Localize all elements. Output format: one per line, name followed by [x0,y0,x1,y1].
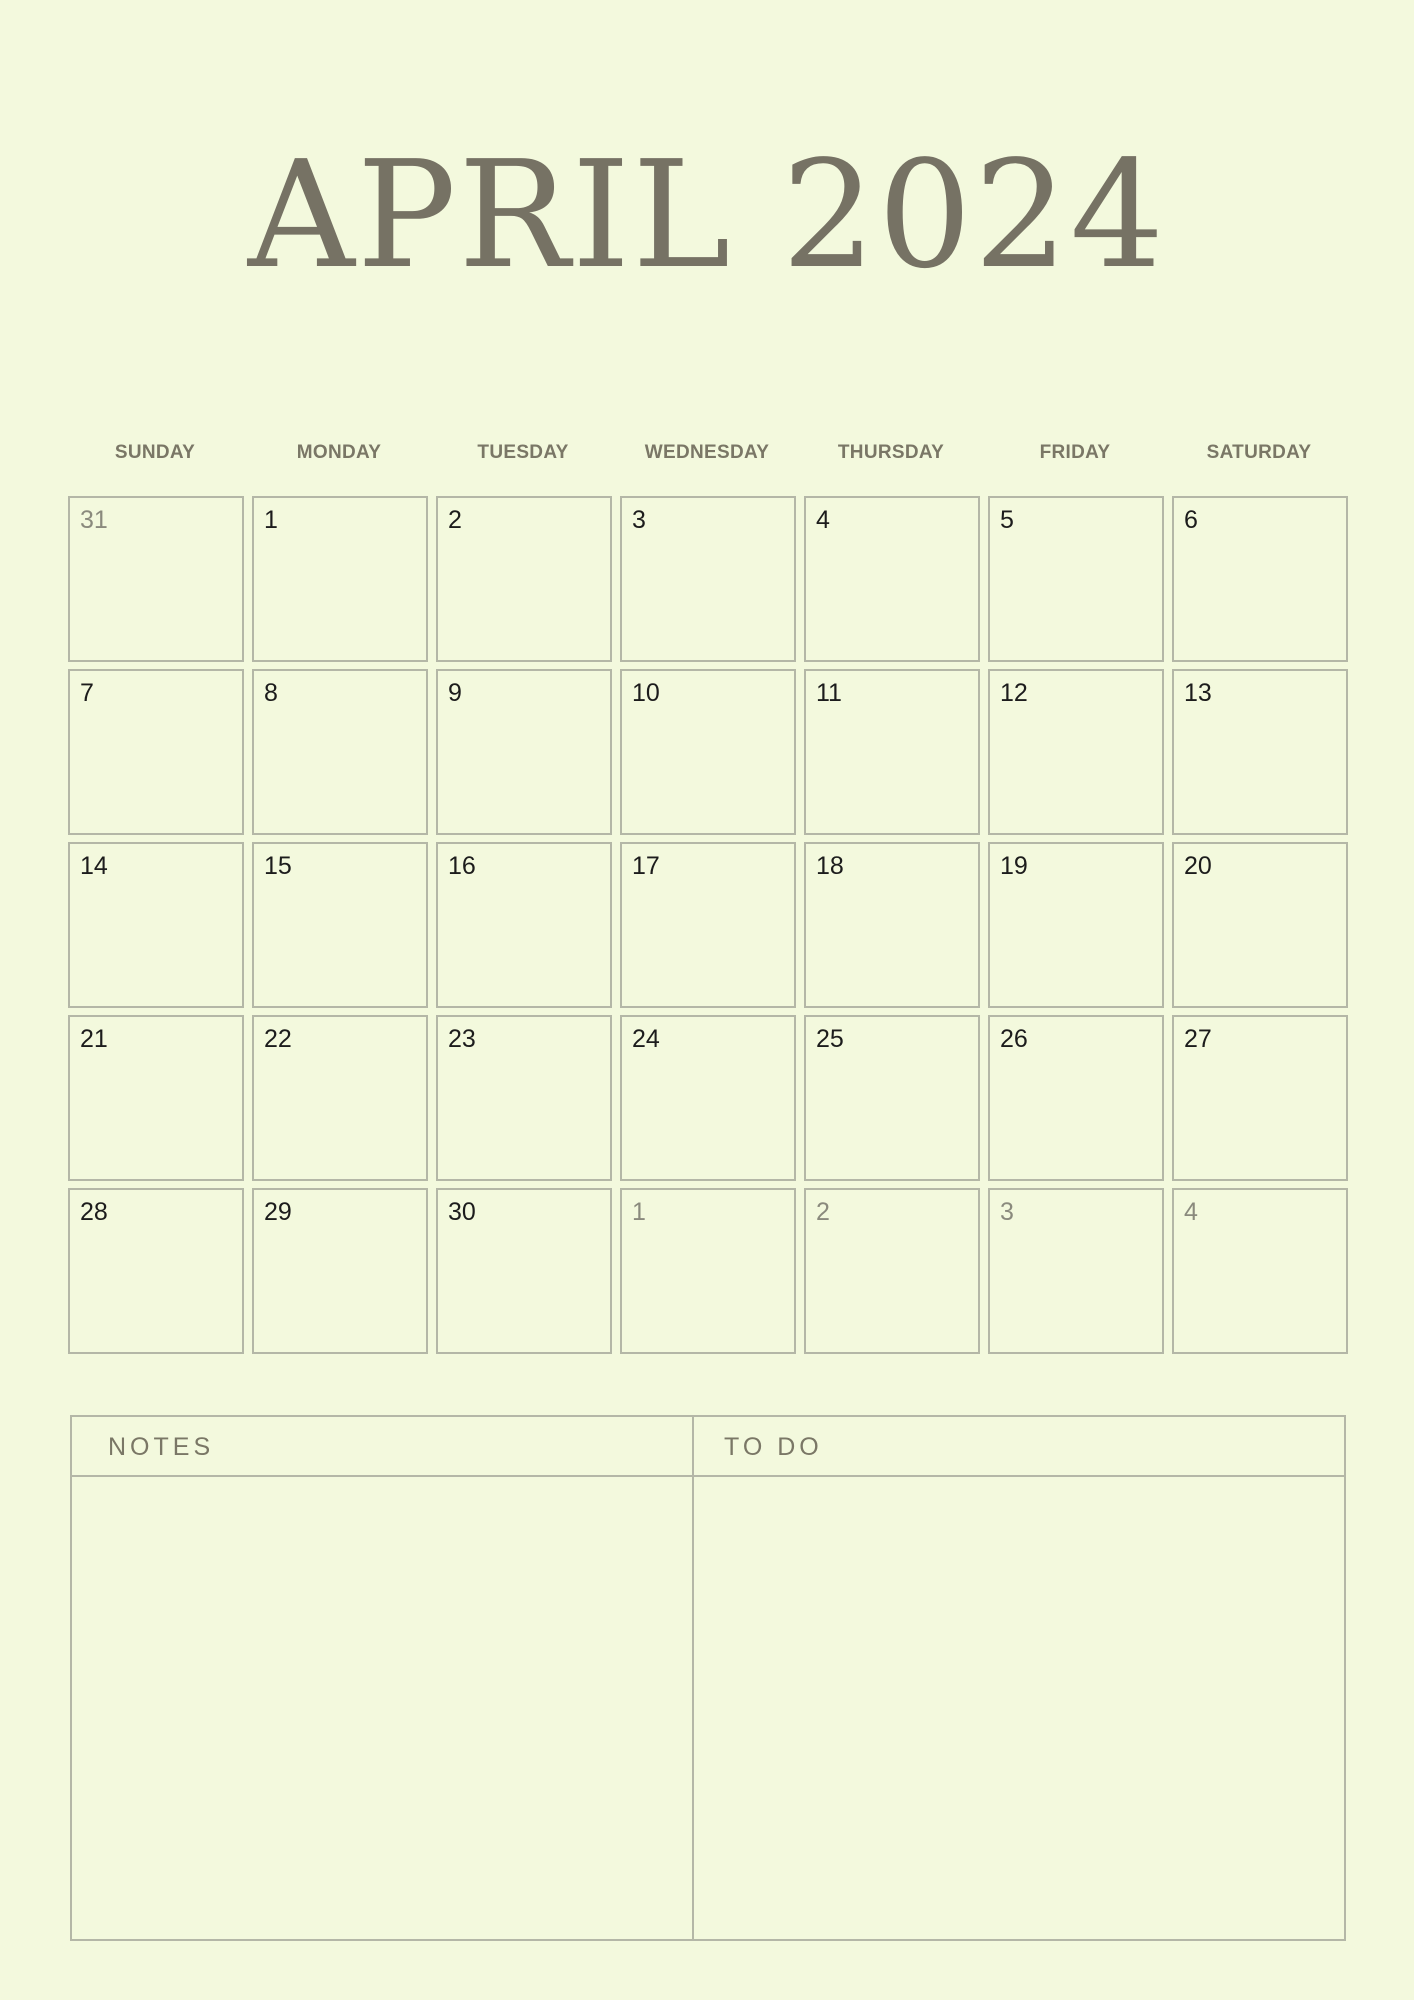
calendar-day-number: 1 [632,1198,646,1226]
section-header-divider [72,1475,1344,1477]
calendar-day-number: 7 [80,679,94,707]
weekday-label-thursday: THURSDAY [837,442,945,463]
calendar-day-cell[interactable] [620,842,796,1008]
calendar-day-number: 28 [80,1198,108,1226]
calendar-day-number: 13 [1184,679,1212,707]
calendar-day-cell[interactable] [68,1188,244,1354]
calendar-day-number: 11 [816,679,842,707]
calendar-day-number: 29 [264,1198,292,1226]
calendar-day-number: 4 [816,506,830,534]
calendar-day-number: 27 [1184,1025,1212,1053]
calendar-day-cell[interactable] [436,1188,612,1354]
calendar-day-cell[interactable] [436,1015,612,1181]
calendar-day-cell[interactable] [988,842,1164,1008]
weekday-label-wednesday: WEDNESDAY [644,442,770,463]
calendar-day-number: 26 [1000,1025,1028,1053]
calendar-day-number: 30 [448,1198,476,1226]
calendar-day-number: 23 [448,1025,476,1053]
calendar-day-cell[interactable] [804,496,980,662]
calendar-day-cell[interactable] [252,842,428,1008]
calendar-day-number: 24 [632,1025,660,1053]
calendar-day-cell[interactable] [988,669,1164,835]
calendar-day-number: 6 [1184,506,1198,534]
calendar-day-cell[interactable] [436,496,612,662]
calendar-day-cell[interactable] [1172,842,1348,1008]
calendar-day-cell[interactable] [68,842,244,1008]
weekday-label-friday: FRIDAY [1039,442,1111,463]
calendar-day-cell[interactable] [804,1188,980,1354]
calendar-day-number: 20 [1184,852,1212,880]
weekday-label-tuesday: TUESDAY [477,442,569,463]
calendar-day-cell[interactable] [620,1188,796,1354]
calendar-day-cell[interactable] [68,496,244,662]
calendar-day-number: 4 [1184,1198,1198,1226]
calendar-day-number: 5 [1000,506,1014,534]
calendar-day-cell[interactable] [988,1015,1164,1181]
weekday-header-row [68,442,1346,466]
calendar-day-cell[interactable] [1172,496,1348,662]
calendar-day-number: 15 [264,852,292,880]
calendar-day-number: 19 [1000,852,1028,880]
calendar-day-number: 21 [80,1025,108,1053]
calendar-day-number: 1 [264,506,278,534]
calendar-day-cell[interactable] [436,669,612,835]
calendar-day-cell[interactable] [252,1188,428,1354]
calendar-day-cell[interactable] [1172,669,1348,835]
weekday-label-sunday: SUNDAY [114,442,196,463]
calendar-day-number: 16 [448,852,476,880]
calendar-day-number: 3 [1000,1198,1014,1226]
calendar-day-cell[interactable] [436,842,612,1008]
calendar-day-number: 2 [448,506,462,534]
section-column-divider [692,1417,694,1939]
calendar-day-number: 25 [816,1025,844,1053]
calendar-day-cell[interactable] [68,669,244,835]
calendar-day-number: 12 [1000,679,1028,707]
calendar-day-cell[interactable] [1172,1188,1348,1354]
calendar-day-cell[interactable] [620,1015,796,1181]
todo-label: TO DO [724,1433,823,1461]
calendar-day-number: 3 [632,506,646,534]
page-title: APRIL 2024 [247,129,1167,301]
calendar-day-number: 31 [80,506,108,534]
calendar-day-number: 2 [816,1198,830,1226]
calendar-day-cell[interactable] [988,496,1164,662]
notes-label: NOTES [108,1433,215,1461]
calendar-day-number: 22 [264,1025,292,1053]
calendar-day-cell[interactable] [620,669,796,835]
calendar-day-number: 10 [632,679,660,707]
notes-todo-section [70,1415,1346,1941]
calendar-day-number: 18 [816,852,844,880]
calendar-day-cell[interactable] [252,1015,428,1181]
calendar-day-cell[interactable] [804,842,980,1008]
calendar-day-cell[interactable] [804,1015,980,1181]
calendar-day-cell[interactable] [988,1188,1164,1354]
weekday-label-monday: MONDAY [296,442,382,463]
calendar-day-number: 8 [264,679,278,707]
calendar-day-cell[interactable] [252,669,428,835]
calendar-day-cell[interactable] [804,669,980,835]
weekday-label-saturday: SATURDAY [1206,442,1312,463]
calendar-day-cell[interactable] [68,1015,244,1181]
calendar-day-number: 9 [448,679,462,707]
calendar-day-number: 17 [632,852,660,880]
calendar-day-cell[interactable] [620,496,796,662]
calendar-day-cell[interactable] [252,496,428,662]
calendar-day-cell[interactable] [1172,1015,1348,1181]
calendar-day-number: 14 [80,852,108,880]
calendar-grid [68,496,1346,1356]
